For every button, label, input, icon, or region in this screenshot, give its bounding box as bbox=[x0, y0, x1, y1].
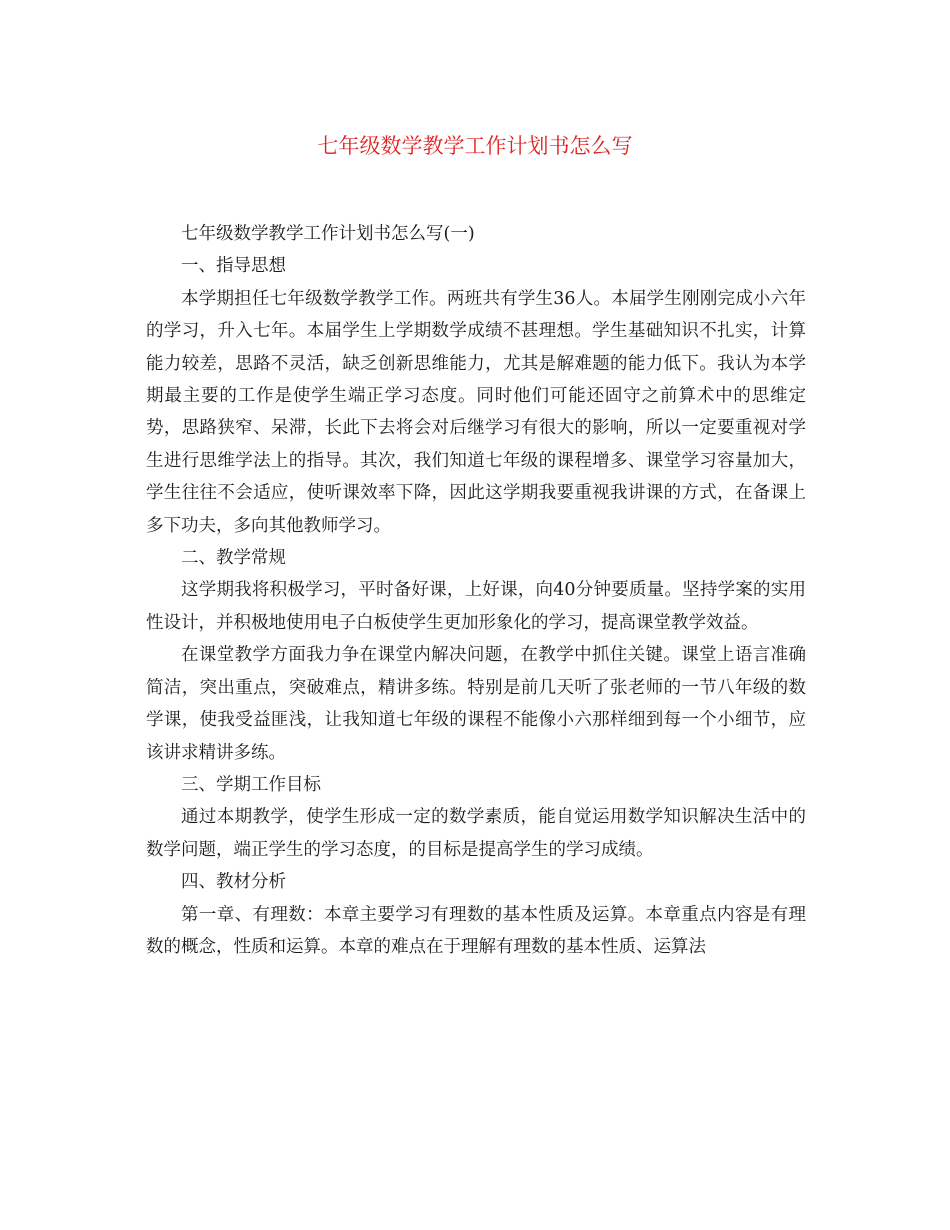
paragraph-classroom-teaching: 在课堂教学方面我力争在课堂内解决问题，在教学中抓住关键。课堂上语言准确简洁，突出重点，突破难点，精讲多练。特别是前几天听了张老师的一节八年级的数学课，使我受益匪浅，让我知道七年级的课程不能像小六那样细到每一个小细节，应该讲求精讲多练。 bbox=[146, 645, 806, 763]
paragraph-chapter-one: 第一章、有理数：本章主要学习有理数的基本性质及运算。本章重点内容是有理数的概念，性质和运算。本章的难点在于理解有理数的基本性质、运算法 bbox=[146, 904, 806, 957]
heading-teaching-routine: 二、教学常规 bbox=[181, 548, 286, 569]
heading-semester-goals: 三、学期工作目标 bbox=[181, 774, 321, 795]
heading-textbook-analysis: 四、教材分析 bbox=[181, 872, 286, 893]
paragraph-teaching-routine: 这学期我将积极学习，平时备好课，上好课，向40分钟要质量。坚持学案的实用性设计，并积极地使用电子白板使学生更加形象化的学习，提高课堂教学效益。 bbox=[146, 580, 806, 633]
paragraph-semester-goals: 通过本期教学，使学生形成一定的数学素质，能自觉运用数学知识解决生活中的数学问题，端正学生的学习态度，的目标是提高学生的学习成绩。 bbox=[146, 807, 806, 860]
section-heading-part-one: 七年级数学教学工作计划书怎么写(一) bbox=[181, 224, 475, 244]
paragraph-guiding-ideology: 本学期担任七年级数学教学工作。两班共有学生36人。本届学生刚刚完成小六年的学习，升入七年。本届学生上学期数学成绩不甚理想。学生基础知识不扎实，计算能力较差，思路不灵活，缺乏创新思维能力，尤其是解难题的能力低下。我认为本学期最主要的工作是使学生端正学习态度。同时他们可能还固守之前算术中的思维定势，思路狭窄、呆滞，长此下去将会对后继学习有很大的影响，所以一定要重视对学生进行思维学法上的指导。其次，我们知道七年级的课程增多、课堂学习容量加大，学生往往不会适应，使听课效率下降，因此这学期我要重视我讲课的方式，在备课上多下功夫，多向其他教师学习。 bbox=[146, 288, 806, 536]
document-body bbox=[146, 218, 806, 963]
document-title: 七年级数学教学工作计划书怎么写 bbox=[317, 134, 633, 158]
heading-guiding-ideology: 一、指导思想 bbox=[181, 256, 286, 277]
